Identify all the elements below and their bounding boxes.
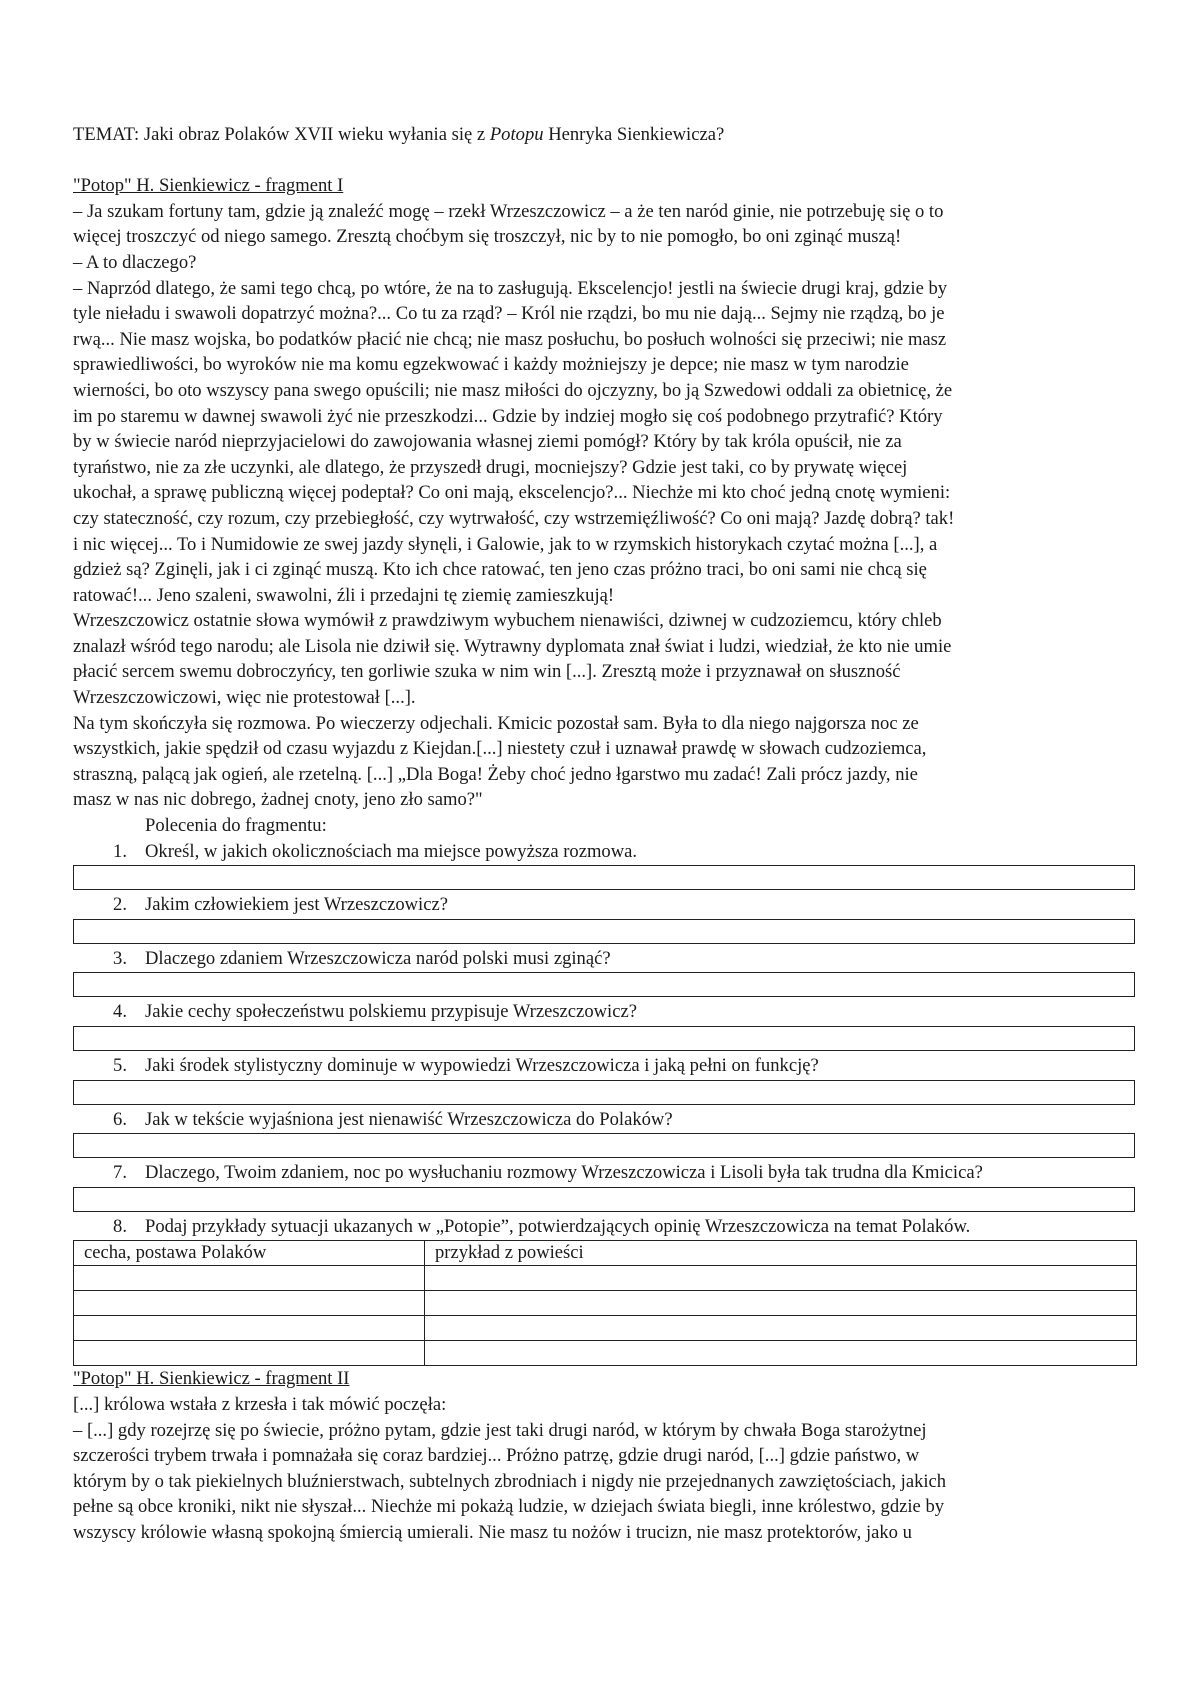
table-header-row <box>74 1241 1137 1266</box>
task-text: Jakie cechy społeczeństwu polskiemu przypisuje Wrzeszczowicz? <box>145 1001 637 1023</box>
text-line: im po staremu w dawnej swawoli żyć nie przeszkodzi... Gdzie by indziej mogło się coś podobnego przytrafić? Który <box>73 405 943 427</box>
answer-box-4[interactable] <box>73 1026 1135 1051</box>
task-text: Określ, w jakich okolicznościach ma miejsce powyższa rozmowa. <box>145 840 638 862</box>
text-line: pełne są obce kroniki, nikt nie słyszał... Niechże mi pokażą ludzie, w dziejach świata biegli, inne królestwo, gdzie by <box>73 1496 945 1518</box>
task-text: Dlaczego zdaniem Wrzeszczowicza naród polski musi zginąć? <box>145 947 611 969</box>
task-number: 5. <box>113 1055 127 1076</box>
text-line: którym by o tak piekielnych bluźnierstwach, subtelnych zbrodniach i nigdy nie przejednanych zawziętościach, jakich <box>73 1470 947 1492</box>
answer-box-6[interactable] <box>73 1133 1135 1158</box>
text-line: ukochał, a sprawę publiczną więcej podeptał? Co oni mają, ekscelencjo?... Niechże mi kto choć jedną cnotę wymieni: <box>73 482 951 504</box>
task-number: 2. <box>113 894 127 916</box>
task-number: 3. <box>113 947 127 969</box>
text-line: wierności, bo oto wszyscy pana swego opuścili; nie masz miłości do ojczyzny, bo ją Szwedowi oddali za obietnicę, że <box>73 379 953 401</box>
topic-prefix: TEMAT: Jaki obraz Polaków XVII wieku wyłania się z <box>73 124 490 145</box>
task-item <box>73 839 1135 865</box>
task-number: 7. <box>113 1162 127 1184</box>
table-cell[interactable] <box>425 1266 1137 1291</box>
text-line: więcej troszczyć od niego samego. Zresztą choćbym się troszczył, nic by to nie pomogło, bo oni zginąć muszą! <box>73 226 902 248</box>
fragment1-heading: "Potop" H. Sienkiewicz - fragment I <box>73 175 344 197</box>
text-line: – A to dlaczego? <box>73 251 197 273</box>
text-line: rwą... Nie masz wojska, bo podatków płacić nie chcą; nie masz posłuchu, bo posłuch wolności się przeciwi; nie masz <box>73 328 947 350</box>
text-line: wszyscy królowie własną spokojną śmiercią umierali. Nie masz tu nożów i trucizn, nie masz protektorów, jako u <box>73 1521 912 1543</box>
task-item <box>73 946 1135 972</box>
text-line: tyraństwo, nie za złe uczynki, ale dlatego, że przyszedł drugi, mocniejszy? Gdzie jest taki, co by prywatę więcej <box>73 456 908 478</box>
text-line: ratować!... Jeno szaleni, swawolni, źli i przedajni tę ziemię zamieszkują! <box>73 584 615 606</box>
table-cell[interactable] <box>425 1316 1137 1341</box>
table-cell[interactable] <box>74 1316 425 1341</box>
task-item <box>73 892 1135 918</box>
text-line: straszną, palącą jak ogień, ale rzetelną. [...] „Dla Boga! Żeby choć jedno łgarstwo mu zadać! Zali prócz jazdy, nie <box>73 763 918 785</box>
text-line: tyle nieładu i swawoli dopatrzyć można?... Co tu za rząd? – Król nie rządzi, bo mu nie dają... Sejmy nie rządzą, bo je <box>73 303 945 325</box>
table-header-example: przykład z powieści <box>425 1241 1137 1266</box>
text-line: szczerości trybem trwała i pomnażała się coraz bardziej... Próżno patrzę, gdzie drugi naród, [...] gdzie państwo, w <box>73 1445 920 1467</box>
text-line: Wrzeszczowiczowi, więc nie protestował [...]. <box>73 687 416 709</box>
table-cell[interactable] <box>74 1266 425 1291</box>
examples-table <box>73 1240 1137 1366</box>
text-line: Wrzeszczowicz ostatnie słowa wymówił z prawdziwym wybuchem nienawiści, dziwnej w cudzoziemcu, który chleb <box>73 610 942 632</box>
text-line: – Naprzód dlatego, że sami tego chcą, po wtóre, że na to zasługują. Ekscelencjo! jestli na świecie drugi kraj, gdzie by <box>73 277 948 299</box>
fragment2-heading: "Potop" H. Sienkiewicz - fragment II <box>73 1368 350 1390</box>
answer-box-2[interactable] <box>73 919 1135 944</box>
table-cell[interactable] <box>74 1341 425 1366</box>
task-item <box>73 1214 1135 1240</box>
text-line: by w świecie naród nieprzyjacielowi do zawojowania własnej ziemi pomógł? Który by tak króla opuścił, nie za <box>73 431 902 453</box>
table-cell[interactable] <box>425 1291 1137 1316</box>
task-item <box>73 999 1135 1025</box>
task-item <box>73 1053 1135 1079</box>
task-text: Jaki środek stylistyczny dominuje w wypowiedzi Wrzeszczowicza i jaką pełni on funkcję? <box>145 1055 819 1076</box>
text-line: sprawiedliwości, bo wyroków nie ma komu egzekwować i każdy możniejszy je depce; nie masz w tym narodzie <box>73 354 909 376</box>
text-line: wszystkich, jakie spędził od czasu wyjazdu z Kiejdan.[...] niestety czuł i uznawał prawdę w słowach cudzoziemca, <box>73 738 927 760</box>
table-row <box>74 1291 1137 1316</box>
answer-box-5[interactable] <box>73 1080 1135 1105</box>
task-number: 6. <box>113 1108 127 1130</box>
topic-line <box>73 122 1135 148</box>
text-line: i nic więcej... To i Numidowie ze swej jazdy słynęli, i Galowie, jak to w rzymskich historykach czytać można [...], a <box>73 533 938 555</box>
task-number: 8. <box>113 1215 127 1237</box>
text-line: czy stateczność, czy rozum, czy przebiegłość, czy wytrwałość, czy wstrzemięźliwość? Co oni mają? Jazdę dobrą? tak! <box>73 507 955 529</box>
task-number: 4. <box>113 1001 127 1023</box>
fragment2-text <box>73 1392 1135 1546</box>
text-line: płacić sercem swemu dobroczyńcy, ten gorliwie szuka w nim win [...]. Zresztą może i przyznawał on słuszność <box>73 661 901 683</box>
task-item <box>73 1107 1135 1133</box>
text-line: Na tym skończyła się rozmowa. Po wieczerzy odjechali. Kmicic pozostał sam. Była to dla niego najgorsza noc ze <box>73 712 919 734</box>
answer-box-1[interactable] <box>73 865 1135 890</box>
table-row <box>74 1266 1137 1291</box>
table-cell[interactable] <box>74 1291 425 1316</box>
topic-suffix: Henryka Sienkiewicza? <box>543 124 725 145</box>
fragment1-text <box>73 199 1135 813</box>
table-row <box>74 1316 1137 1341</box>
document-page <box>73 122 1135 1546</box>
text-line: znalazł wśród tego narodu; ale Lisola nie dziwił się. Wytrawny dyplomata znał świat i ludzi, wiedział, że kto nie umie <box>73 635 952 657</box>
tasks-heading: Polecenia do fragmentu: <box>145 815 327 837</box>
task-text: Jak w tekście wyjaśniona jest nienawiść Wrzeszczowicza do Polaków? <box>145 1108 673 1130</box>
table-row <box>74 1341 1137 1366</box>
table-cell[interactable] <box>425 1341 1137 1366</box>
text-line: gdzież są? Zginęli, jak i ci zginąć muszą. Kto ich chce ratować, ten jeno czas próżno traci, bo oni sami nie chcą się <box>73 559 927 581</box>
task-number: 1. <box>113 840 127 862</box>
answer-box-7[interactable] <box>73 1187 1135 1212</box>
topic-italic-title: Potopu <box>489 124 544 145</box>
text-line: [...] królowa wstała z krzesła i tak mówić poczęła: <box>73 1393 447 1415</box>
text-line: – Ja szukam fortuny tam, gdzie ją znaleźć mogę – rzekł Wrzeszczowicz – a że ten naród ginie, nie potrzebuję się o to <box>73 200 944 222</box>
task-text: Podaj przykłady sytuacji ukazanych w „Potopie”, potwierdzających opinię Wrzeszczowicza na temat Polaków. <box>145 1215 971 1237</box>
task-item <box>73 1160 1135 1186</box>
table-header-trait: cecha, postawa Polaków <box>74 1241 425 1266</box>
text-line: masz w nas nic dobrego, żadnej cnoty, jeno zło samo?" <box>73 789 483 811</box>
task-text: Jakim człowiekiem jest Wrzeszczowicz? <box>145 894 448 916</box>
answer-box-3[interactable] <box>73 972 1135 997</box>
task-text: Dlaczego, Twoim zdaniem, noc po wysłuchaniu rozmowy Wrzeszczowicza i Lisoli była tak trudna dla Kmicica? <box>145 1162 983 1184</box>
text-line: – [...] gdy rozejrzę się po świecie, próżno pytam, gdzie jest taki drugi naród, w którym by chwała Boga starożytnej <box>73 1419 927 1441</box>
